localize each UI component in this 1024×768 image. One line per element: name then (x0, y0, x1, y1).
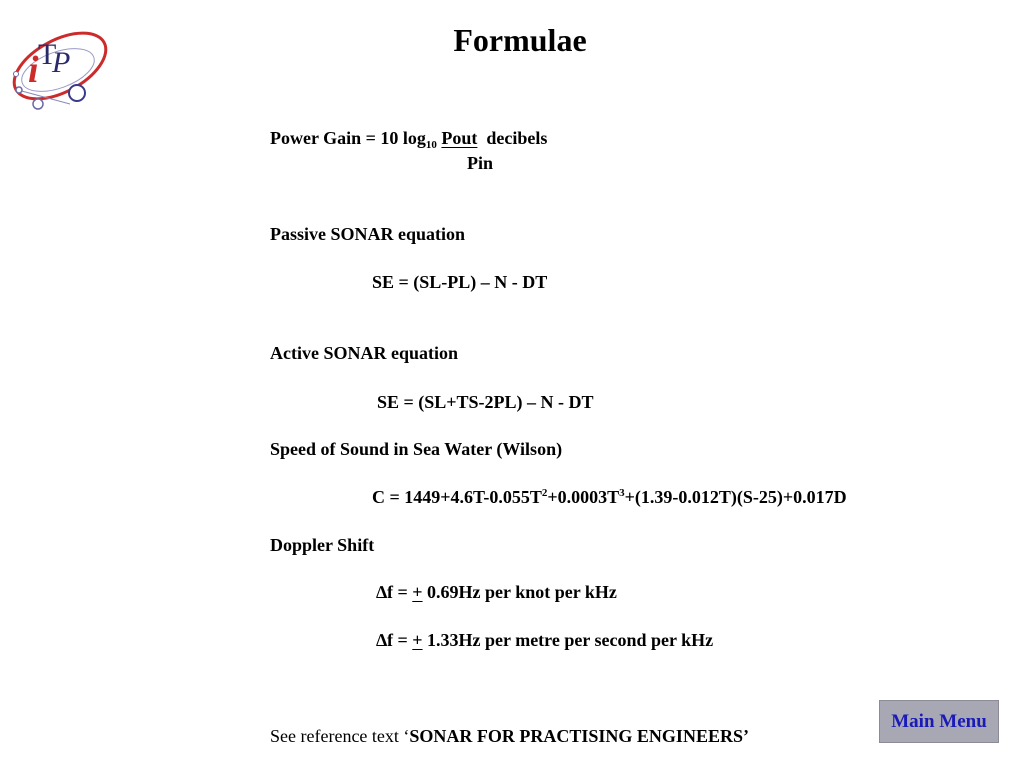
reference-prefix: See reference text ‘ (270, 726, 410, 746)
power-gain-prefix: Power Gain = 10 log (270, 128, 426, 148)
active-sonar-heading: Active SONAR equation (270, 343, 458, 363)
page-title: Formulae (453, 22, 587, 58)
wilson-heading: Speed of Sound in Sea Water (Wilson) (270, 439, 563, 459)
fraction-denominator: Pin (467, 153, 494, 173)
plus-minus-symbol: + (412, 630, 423, 650)
wilson-part-1: C = 1449+4.6T-0.055T (372, 487, 542, 507)
logo-letter-i: i (28, 49, 39, 91)
doppler-line-2 (376, 630, 713, 651)
wilson-sup-2: 3 (619, 487, 625, 499)
passive-sonar-equation: SE = (SL-PL) – N - DT (372, 272, 548, 292)
fraction-numerator: Pout (441, 128, 478, 148)
power-gain-formula (270, 128, 547, 149)
reference-book-title: SONAR FOR PRACTISING ENGINEERS (409, 726, 743, 746)
plus-minus-symbol: + (412, 582, 423, 602)
wilson-part-3: +(1.39-0.012T)(S-25)+0.017D (624, 487, 847, 507)
doppler-heading: Doppler Shift (270, 535, 375, 555)
reference-suffix: ’ (742, 726, 749, 746)
logo-letter-p: P (52, 46, 71, 79)
logo-letter-t: T (38, 38, 57, 71)
active-sonar-equation: SE = (SL+TS-2PL) – N - DT (377, 392, 594, 412)
wilson-equation (372, 487, 847, 508)
wilson-sup-1: 2 (541, 487, 548, 499)
main-menu-button[interactable]: Main Menu (879, 700, 999, 743)
doppler-line-1 (376, 582, 617, 603)
doppler-line-1-mid: f = (387, 582, 413, 602)
delta-symbol: ∆ (376, 630, 388, 650)
doppler-line-2-rest: 1.33Hz per metre per second per kHz (422, 630, 714, 650)
doppler-line-1-rest: 0.69Hz per knot per kHz (422, 582, 617, 602)
wilson-part-2: +0.0003T (547, 487, 620, 507)
power-gain-unit: decibels (486, 128, 548, 148)
log-subscript: 10 (425, 139, 437, 151)
passive-sonar-heading: Passive SONAR equation (270, 224, 466, 244)
reference-text (270, 726, 749, 747)
delta-symbol: ∆ (376, 582, 388, 602)
doppler-line-2-mid: f = (387, 630, 413, 650)
